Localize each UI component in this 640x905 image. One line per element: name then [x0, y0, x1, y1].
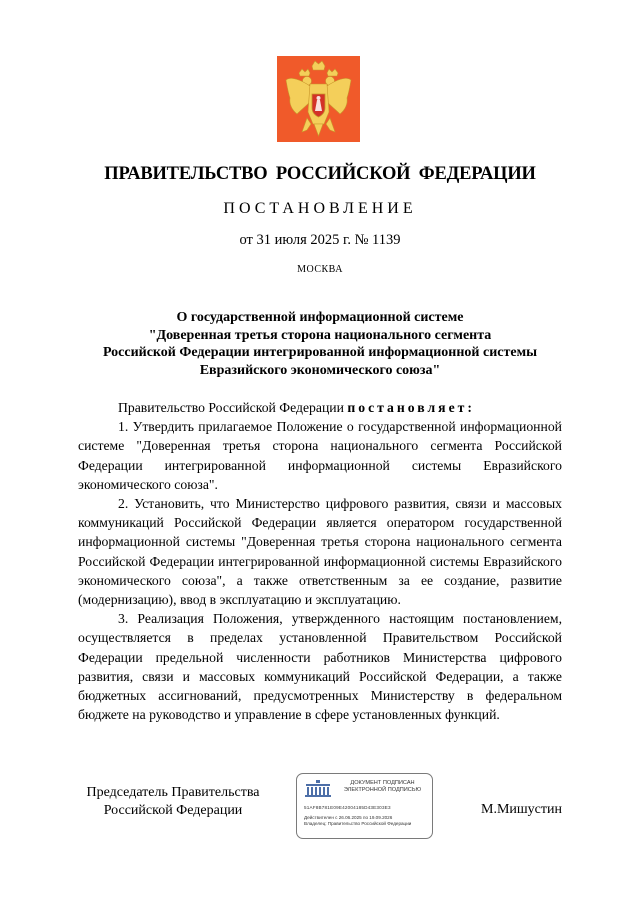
stamp-owner: Владелец: Правительство Российской Федерации [304, 821, 412, 826]
russian-coat-of-arms-icon [277, 56, 360, 142]
document-type: ПОСТАНОВЛЕНИЕ [223, 200, 417, 217]
government-building-icon [303, 779, 333, 799]
signer-position-line: Председатель Правительства [86, 785, 260, 800]
document-city: МОСКВА [297, 264, 343, 275]
document-subject [60, 309, 580, 379]
document-date-number: от 31 июля 2025 г. № 1139 [239, 232, 401, 248]
government-title: ПРАВИТЕЛЬСТВО РОССИЙСКОЙ ФЕДЕРАЦИИ [104, 164, 536, 184]
signer-position-line: Российской Федерации [103, 803, 243, 818]
document-body [78, 398, 562, 724]
decrees-word: постановляет: [347, 400, 475, 415]
intro-text: Правительство Российской Федерации [118, 400, 344, 415]
paragraph-3: 3. Реализация Положения, утвержденного настоящим постановлением, осуществляется в пределах установленной Правительством Российской Федерации предельной численности работников Министерства цифрового развития, связи и массовых коммуникаций Российской Федерации, а также бюджетных ассигнований, предусмотренных Министерству в федеральном бюджете на руководство и управление в сфере установленных функций. [78, 611, 562, 723]
stamp-heading-line: ЭЛЕКТРОННОЙ ПОДПИСЬЮ [343, 787, 422, 793]
stamp-heading-line: ДОКУМЕНТ ПОДПИСАН [350, 780, 415, 786]
intro-paragraph [78, 398, 562, 417]
stamp-heading [335, 780, 430, 794]
subject-line: "Доверенная третья сторона национального сегмента [148, 327, 492, 343]
signer-position [78, 784, 268, 820]
signer-name: М.Мишустин [481, 802, 562, 817]
stamp-serial: 51AF8B781E09E42004185D43E303E3 [304, 805, 391, 810]
paragraph-1: 1. Утвердить прилагаемое Положение о государственной информационной системе "Доверенная третья сторона национального сегмента Российской Федерации интегрированной информационной системы Евразийского экономического союза". [78, 419, 562, 492]
subject-line: О государственной информационной системе [176, 310, 464, 325]
paragraph-2: 2. Установить, что Министерство цифрового развития, связи и массовых коммуникаций Российской Федерации является оператором государственной информационной системы "Доверенная третья сторона национального сегмента Российской Федерации интегрированной информационной системы Евразийского экономического союза", а также ответственным за ее создание, развитие (модернизацию), ввод в эксплуатацию и эксплуатацию. [78, 496, 562, 608]
electronic-signature-stamp [296, 773, 433, 839]
stamp-validity: Действителен с 26.06.2025 по 19.09.2026 [304, 815, 393, 820]
subject-line: Евразийского экономического союза" [199, 362, 441, 378]
subject-line: Российской Федерации интегрированной информационной системы [102, 345, 538, 360]
